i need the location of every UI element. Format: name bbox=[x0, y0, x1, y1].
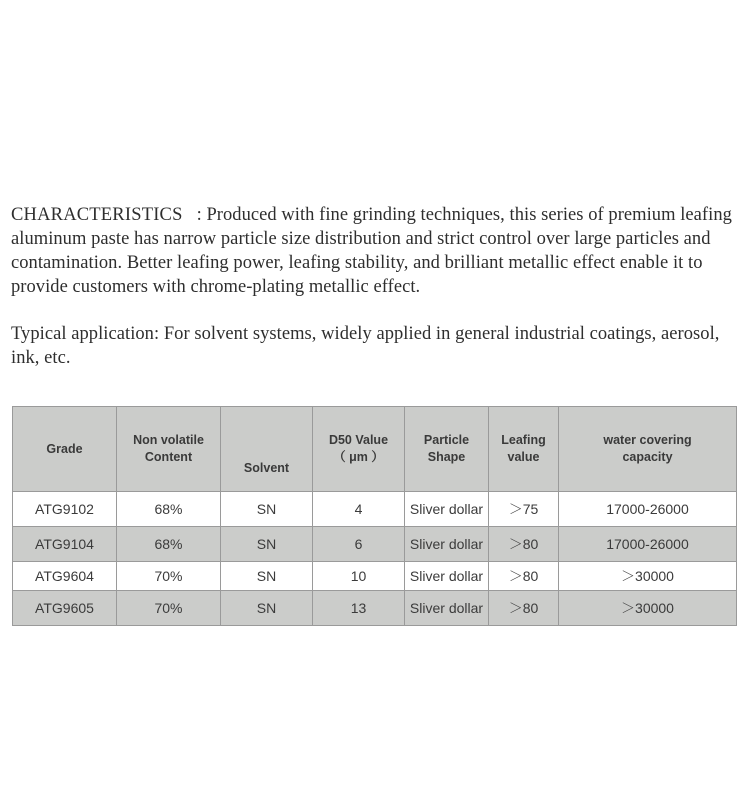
header-d50-value: D50 Value （ μm ） bbox=[313, 407, 405, 492]
header-non-volatile-content: Non volatile Content bbox=[117, 407, 221, 492]
typical-application-paragraph: Typical application: For solvent systems, widely applied in general industrial coatings, aerosol, ink, etc. bbox=[11, 324, 720, 368]
cell-leafing: ＞80 bbox=[489, 562, 559, 591]
table-row bbox=[13, 562, 737, 591]
cell-d50: 4 bbox=[313, 492, 405, 527]
table-row bbox=[13, 527, 737, 562]
header-grade: Grade bbox=[13, 407, 117, 492]
characteristics-paragraph bbox=[11, 203, 741, 299]
cell-water: 17000-26000 bbox=[559, 492, 737, 527]
cell-solvent: SN bbox=[221, 527, 313, 562]
cell-grade: ATG9604 bbox=[13, 562, 117, 591]
header-water-covering-capacity: water covering capacity bbox=[559, 407, 737, 492]
cell-water: ＞30000 bbox=[559, 562, 737, 591]
cell-shape: Sliver dollar bbox=[405, 492, 489, 527]
cell-solvent: SN bbox=[221, 562, 313, 591]
characteristics-heading: CHARACTERISTICS bbox=[11, 205, 183, 225]
header-solvent: Solvent bbox=[221, 407, 313, 492]
cell-leafing: ＞75 bbox=[489, 492, 559, 527]
cell-d50: 6 bbox=[313, 527, 405, 562]
cell-content: 68% bbox=[117, 527, 221, 562]
header-leafing-value: Leafing value bbox=[489, 407, 559, 492]
cell-solvent: SN bbox=[221, 492, 313, 527]
cell-water: 17000-26000 bbox=[559, 527, 737, 562]
table-row bbox=[13, 591, 737, 626]
cell-grade: ATG9605 bbox=[13, 591, 117, 626]
cell-d50: 13 bbox=[313, 591, 405, 626]
header-particle-shape: Particle Shape bbox=[405, 407, 489, 492]
cell-content: 68% bbox=[117, 492, 221, 527]
cell-shape: Sliver dollar bbox=[405, 562, 489, 591]
characteristics-text: : Produced with fine grinding techniques, this series of premium leafing aluminum paste has narrow particle size distribution and strict control over large particles and contamination. Better leafing power, leafing stability, and brilliant metallic effect enable it to provide customers with chrome-plating metallic effect. bbox=[11, 205, 732, 297]
table-row bbox=[13, 492, 737, 527]
product-spec-table bbox=[12, 406, 737, 626]
cell-solvent: SN bbox=[221, 591, 313, 626]
cell-leafing: ＞80 bbox=[489, 591, 559, 626]
table-header-row bbox=[13, 407, 737, 492]
cell-d50: 10 bbox=[313, 562, 405, 591]
cell-grade: ATG9102 bbox=[13, 492, 117, 527]
cell-water: ＞30000 bbox=[559, 591, 737, 626]
cell-shape: Sliver dollar bbox=[405, 591, 489, 626]
cell-content: 70% bbox=[117, 562, 221, 591]
cell-content: 70% bbox=[117, 591, 221, 626]
cell-leafing: ＞80 bbox=[489, 527, 559, 562]
cell-shape: Sliver dollar bbox=[405, 527, 489, 562]
cell-grade: ATG9104 bbox=[13, 527, 117, 562]
